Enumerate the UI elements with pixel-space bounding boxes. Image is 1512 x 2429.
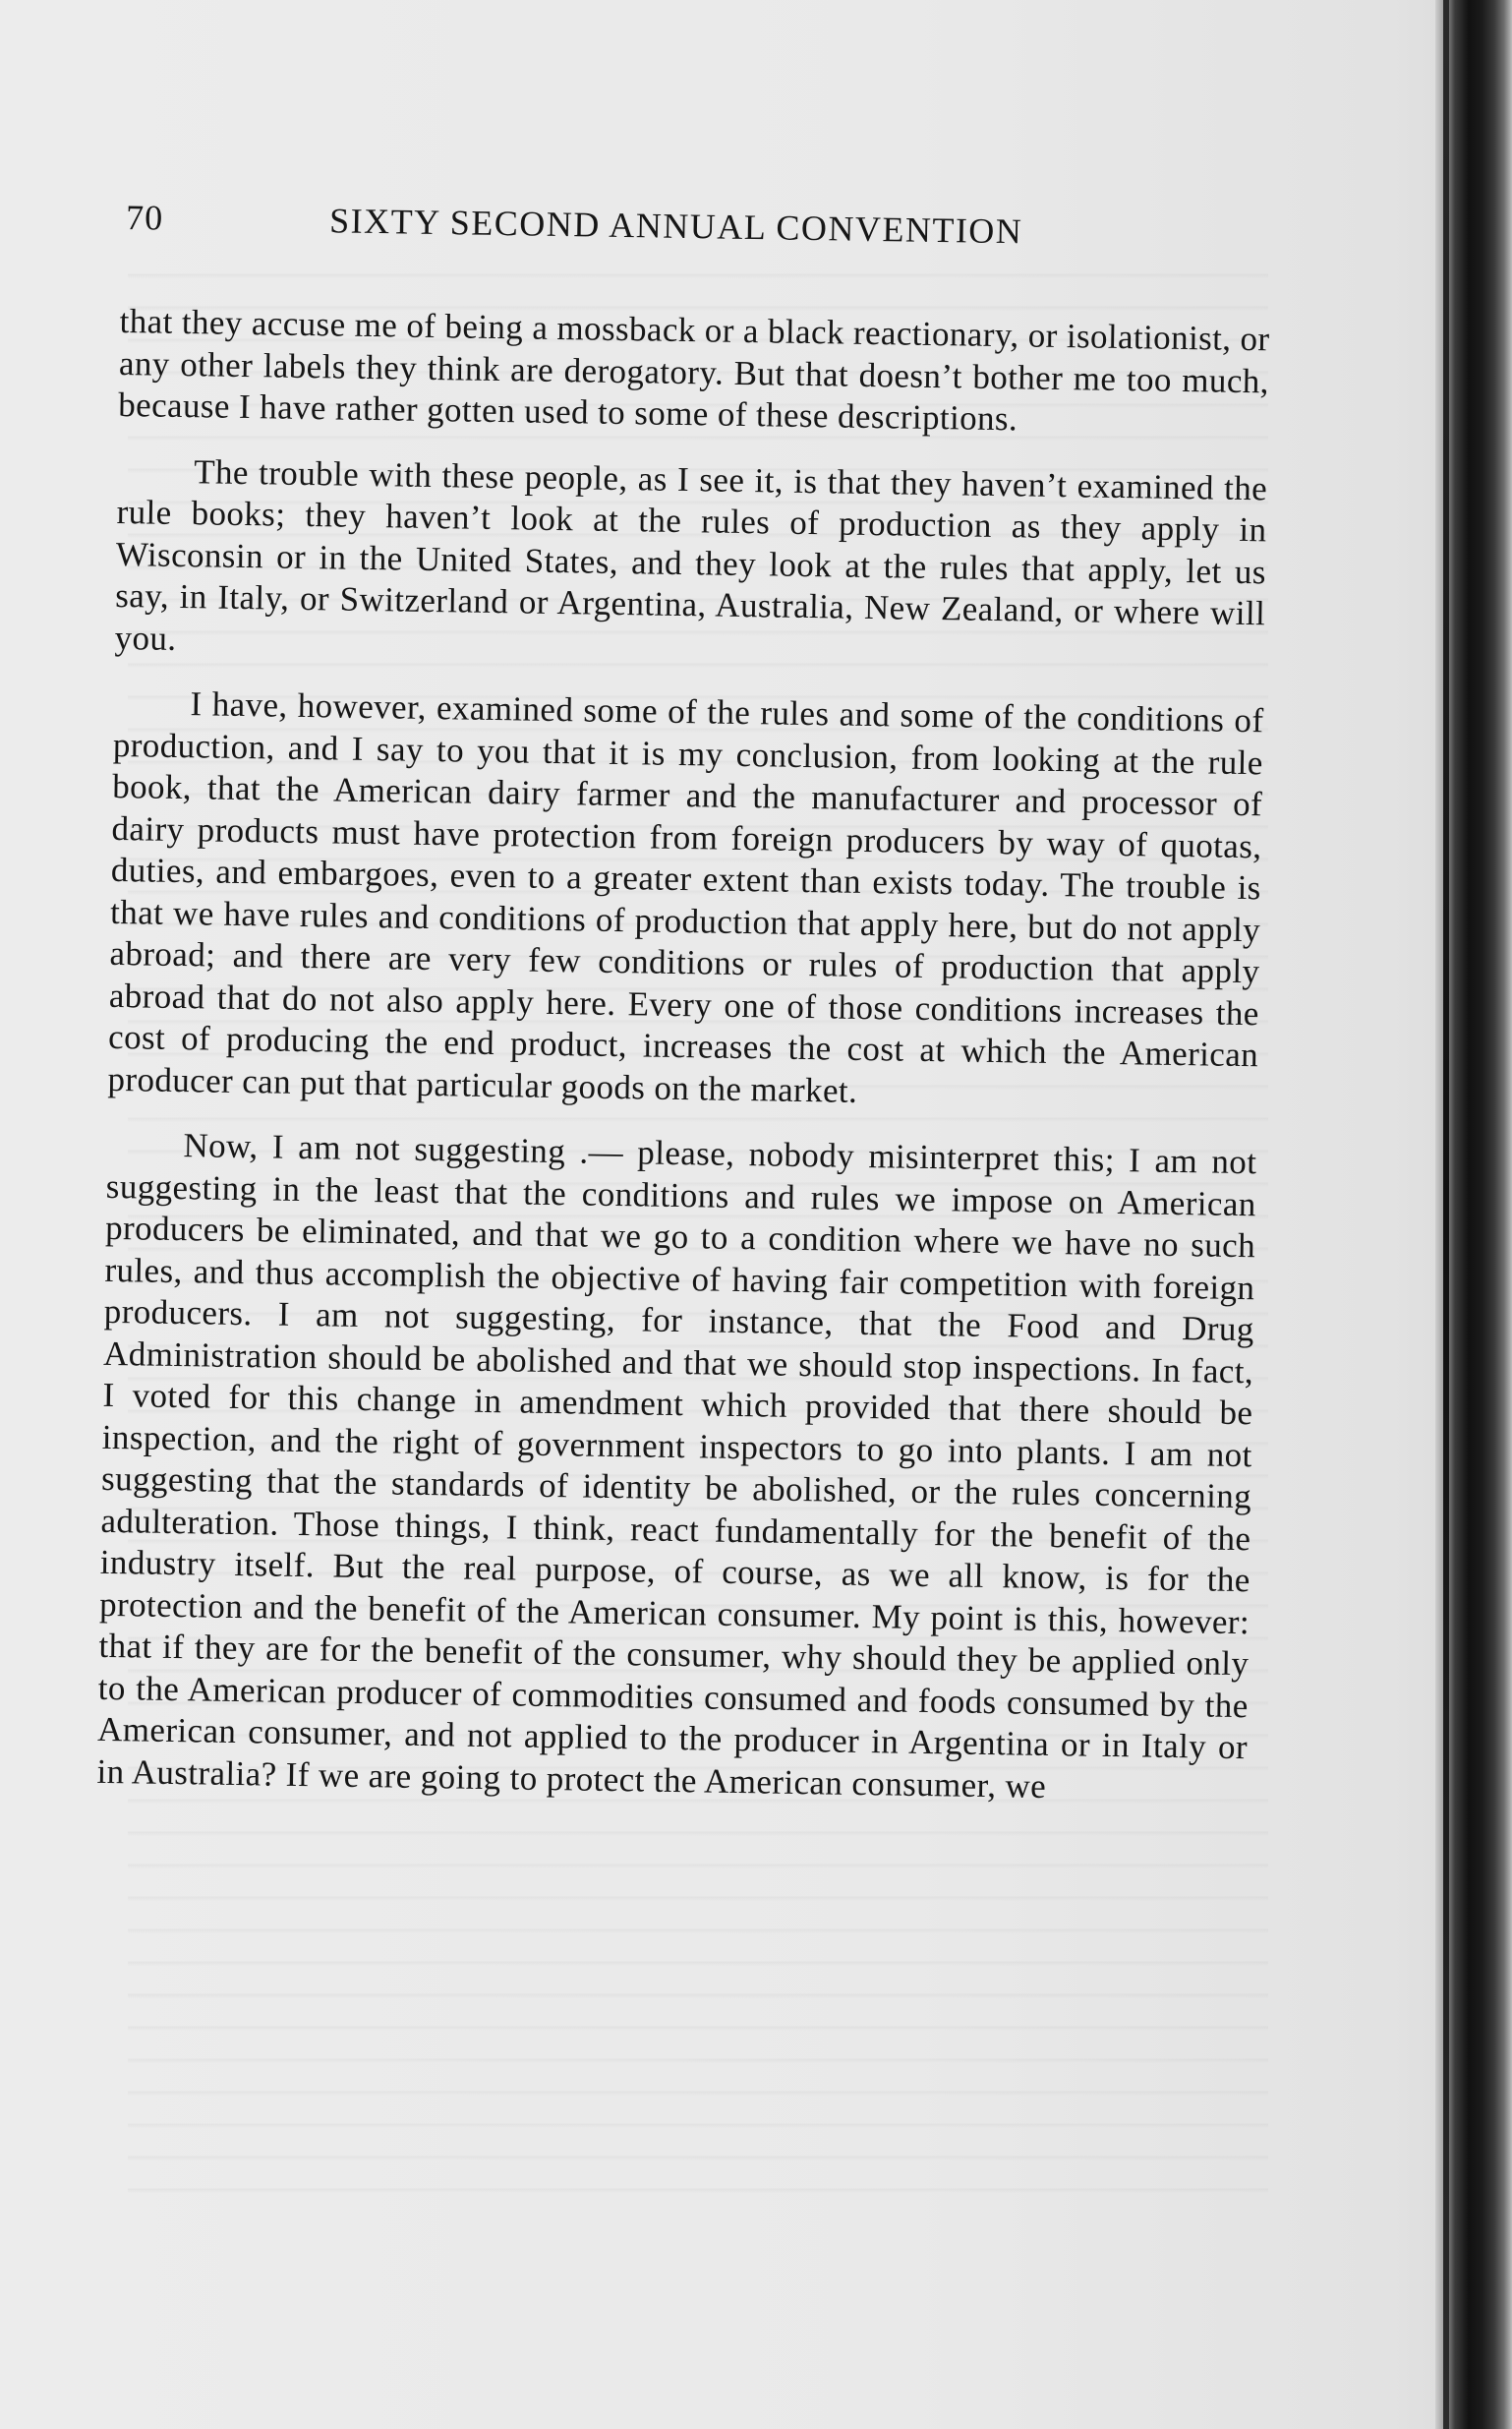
running-head xyxy=(125,197,1109,275)
paragraph-1: that they accuse me of being a mossback or a black reactionary, or isolationist, or any other labels they think are derogatory. But that doesn’t bother me too much, because I have rather gotten used to some of these descriptions. xyxy=(118,301,1270,439)
body-text xyxy=(96,301,1270,1834)
running-head-title: SIXTY SECOND ANNUAL CONVENTION xyxy=(328,201,1023,252)
page-number: 70 xyxy=(125,198,164,238)
paragraph-4: Now, I am not suggesting .— please, nobody misinterpret this; I am not suggesting in the least that the conditions and rules we impose on American producers be eliminated, and that we go to a condition where we have no such rules, and thus accomplish the objective of having fair competition with foreign producers. I am not suggesting, for instance, that the Food and Drug Administration should be abolished and that we should stop inspections. In fact, I voted for this change in amendment which provided that there should be inspection, and the right of government inspectors to go into plants. I am not suggesting that the standards of identity be abolished, or the rules concerning adulteration. Those things, I think, react fundamentally for the benefit of the industry itself. But the real purpose, of course, as we all know, is for the protection and the benefit of the American consumer. My point is this, however: that if they are for the benefit of the consumer, why should they be applied only to the American producer of commodities consumed and foods consumed by the American consumer, and not applied to the producer in Argentina or in Italy or in Australia? If we are going to protect the American consumer, we xyxy=(96,1126,1257,1806)
book-spine-edge xyxy=(1443,0,1449,2429)
paragraph-2: The trouble with these people, as I see it, is that they haven’t examined the rule books; they haven’t look at the rules of production as they apply in Wisconsin or in the United States, and they look at the rules that apply, let us say, in Italy, or Switzerland or Argentina, Australia, New Zealand, or where will you. xyxy=(114,451,1268,658)
paragraph-3: I have, however, examined some of the rules and some of the conditions of production, and I say to you that it is my conclusion, from looking at the rule book, that the American dairy farmer and the manufacturer and processor of dairy products must have protection from foreign producers by way of quotas, duties, and embargoes, even to a greater extent than exists today. The trouble is that we have rules and conditions of production that apply here, but do not apply abroad; and there are very few conditions or rules of production that apply abroad that do not also apply here. Every one of those conditions increases the cost of producing the end product, increases the cost at which the American producer can put that particular goods on the market. xyxy=(107,684,1264,1110)
